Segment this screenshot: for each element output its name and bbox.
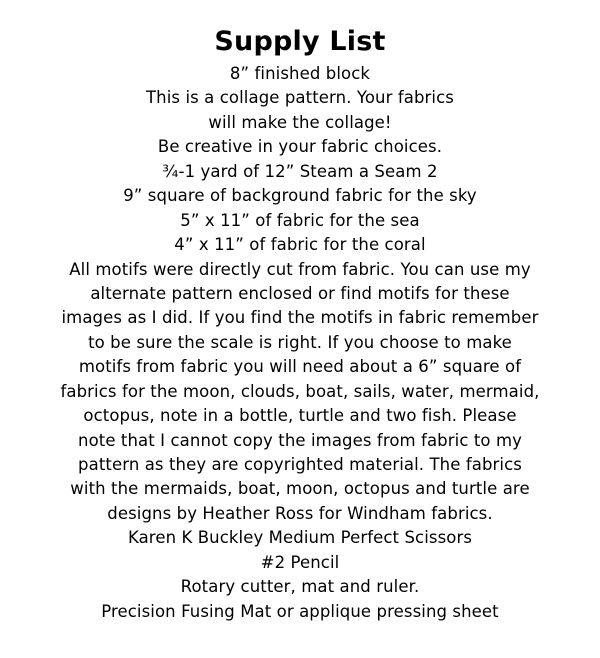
paragraph-line-9: pattern as they are copyrighted material. The fabrics xyxy=(78,455,522,474)
paragraph-line-4: to be sure the scale is right. If you choose to make xyxy=(88,332,512,352)
list-item-coral-fabric: 4” x 11” of fabric for the coral xyxy=(174,235,426,255)
list-item-sea-fabric: 5” x 11” of fabric for the sea xyxy=(180,210,420,230)
list-item-scissors: Karen K Buckley Medium Perfect Scissors xyxy=(127,528,473,548)
list-item-finished-block: 8” finished block xyxy=(229,64,371,83)
paragraph-line-11: designs by Heather Ross for Windham fabrics. xyxy=(107,503,493,523)
paragraph-line-10: with the mermaids, boat, moon, octopus and turtle are xyxy=(70,479,530,499)
list-item-collage-intro-2: will make the collage! xyxy=(208,112,392,132)
paragraph-line-8: note that I cannot copy the images from fabric to my xyxy=(78,430,522,450)
list-item-rotary-cutter: Rotary cutter, mat and ruler. xyxy=(180,577,420,597)
list-item-fusing-mat: Precision Fusing Mat or applique pressing sheet xyxy=(101,601,499,621)
paragraph-line-7: octopus, note in a bottle, turtle and two fish. Please xyxy=(83,406,517,426)
page-title: Supply List xyxy=(214,26,386,58)
paragraph-line-3: images as I did. If you find the motifs in fabric remember xyxy=(61,308,539,328)
list-item-steam-a-seam: ¾-1 yard of 12” Steam a Seam 2 xyxy=(162,161,438,181)
paragraph-line-2: alternate pattern enclosed or find motifs for these xyxy=(90,283,510,303)
paragraph-line-5: motifs from fabric you will need about a 6” square of xyxy=(78,357,522,377)
list-item-collage-intro: This is a collage pattern. Your fabrics xyxy=(146,88,454,108)
list-item-pencil: #2 Pencil xyxy=(260,552,340,572)
paragraph-line-1: All motifs were directly cut from fabric. You can use my xyxy=(69,259,531,279)
supply-list xyxy=(0,62,600,624)
list-item-be-creative: Be creative in your fabric choices. xyxy=(157,137,443,157)
paragraph-line-6: fabrics for the moon, clouds, boat, sails, water, mermaid, xyxy=(60,381,540,401)
list-item-sky-fabric: 9” square of background fabric for the sky xyxy=(123,186,477,206)
